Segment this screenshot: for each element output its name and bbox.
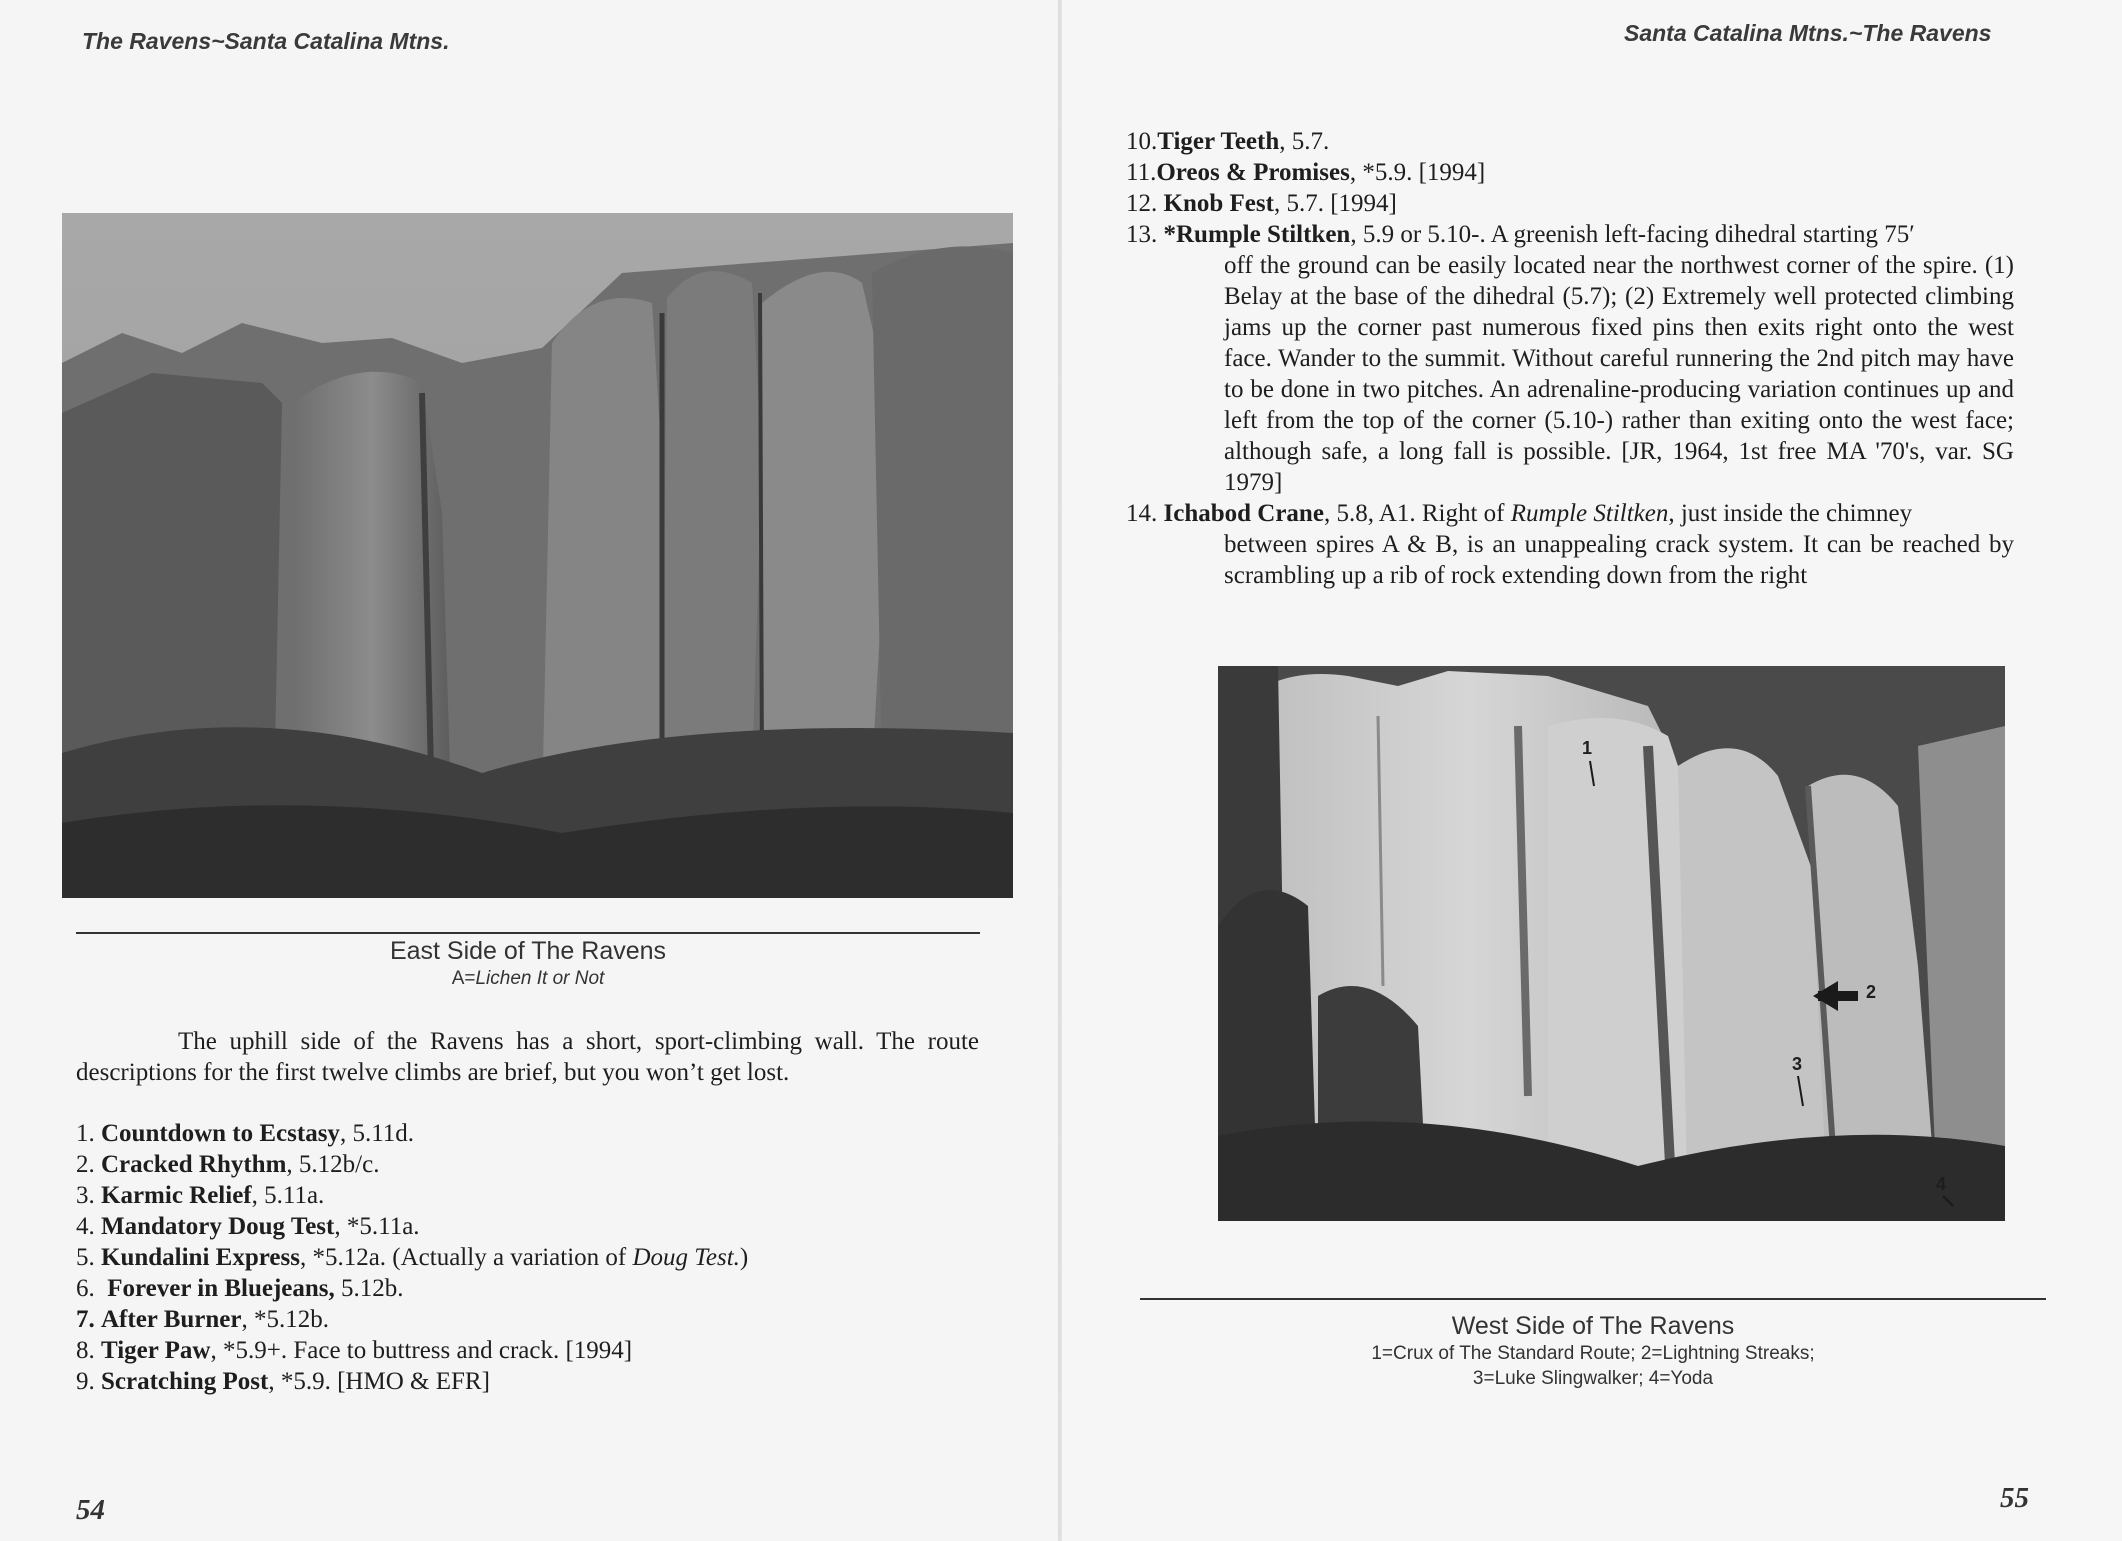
route-description: between spires A & B, is an unappealing crack system. It can be reached by scrambling up a rib of rock extending down from the right <box>1224 531 2014 589</box>
page-number-left: 54 <box>76 1494 105 1526</box>
route-item <box>76 1304 748 1335</box>
route-detail: , *5.9. [HMO & EFR] <box>268 1368 490 1395</box>
route-number: 14. <box>1126 500 1158 527</box>
photo-marker-2: 2 <box>1866 982 1877 1002</box>
route-detail: , 5.9 or 5.10-. A greenish left-facing dihedral starting 75′ <box>1350 221 1915 248</box>
route-number: 5. <box>76 1244 95 1271</box>
route-list-left <box>76 1118 748 1397</box>
route-name: Karmic Relief <box>101 1182 252 1209</box>
route-item <box>1126 219 2014 498</box>
east-side-photo <box>62 213 1013 898</box>
route-item <box>1126 126 2014 157</box>
route-detail-tail: , just inside the chimney <box>1668 500 1913 527</box>
route-item <box>76 1366 748 1397</box>
route-name: *Rumple Stiltken <box>1163 221 1351 248</box>
route-name: Tiger Paw <box>101 1337 211 1364</box>
route-number: 9. <box>76 1368 95 1395</box>
intro-paragraph: The uphill side of the Ravens has a short, sport-climbing wall. The route descriptions for the first twelve climbs are brief, but you won’t get lost. <box>76 1028 979 1086</box>
route-name: Kundalini Express <box>101 1244 300 1271</box>
route-detail: , *5.12a. (Actually a variation of <box>299 1244 633 1271</box>
route-name: Cracked Rhythm <box>101 1151 287 1178</box>
right-page <box>1062 0 2122 1541</box>
left-page <box>0 0 1058 1541</box>
route-number: 7. <box>76 1306 95 1333</box>
legend-route-name: Lichen It or Not <box>475 968 605 989</box>
route-number: 6. <box>76 1275 95 1302</box>
route-item <box>1126 188 2014 219</box>
route-item <box>76 1149 748 1180</box>
page-number-right: 55 <box>2000 1482 2029 1514</box>
west-side-photo <box>1218 666 2005 1221</box>
route-detail: , 5.7. [1994] <box>1273 190 1397 217</box>
route-detail: , 5.8, A1. Right of <box>1323 500 1511 527</box>
route-number: 8. <box>76 1337 95 1364</box>
route-name: Forever in Bluejeans, <box>107 1275 335 1302</box>
route-detail: , 5.12b/c. <box>286 1151 380 1178</box>
route-detail: , *5.12b. <box>241 1306 329 1333</box>
legend-key: A= <box>451 968 476 989</box>
route-name: Oreos & Promises <box>1156 159 1350 186</box>
route-item <box>76 1242 748 1273</box>
route-number: 11. <box>1126 159 1157 186</box>
caption-rule-right <box>1140 1298 2046 1300</box>
west-side-caption-line-1: 1=Crux of The Standard Route; 2=Lightning Streaks; <box>1371 1343 1815 1364</box>
photo-marker-1: 1 <box>1582 738 1593 758</box>
route-item <box>76 1335 748 1366</box>
route-name: Mandatory Doug Test <box>101 1213 335 1240</box>
route-description: off the ground can be easily located near the northwest corner of the spire. (1) Belay at the base of the dihedral (5.7); (2) Extremely well protected climbing jams up the corner past numerous fixed pins then exits right onto the west face. Wander to the summit. Without careful runnering the 2nd pitch may have to be done in two pitches. An adrenaline-producing variation continues up and left from the top of the corner (5.10-) rather than exiting onto the west face; although safe, a long fall is possible. [JR, 1964, 1st free MA '70's, var. SG 1979] <box>1224 252 2014 496</box>
route-name: Countdown to Ecstasy <box>101 1120 340 1147</box>
route-item <box>76 1211 748 1242</box>
route-detail: , *5.9. [1994] <box>1349 159 1486 186</box>
route-number: 2. <box>76 1151 95 1178</box>
route-number: 3. <box>76 1182 95 1209</box>
route-reference: Doug Test. <box>632 1244 740 1271</box>
photo-marker-3: 3 <box>1792 1054 1803 1074</box>
route-detail-tail: ) <box>739 1244 749 1271</box>
route-name: Ichabod Crane <box>1163 500 1324 527</box>
route-detail: , 5.11a. <box>251 1182 325 1209</box>
route-name: Scratching Post <box>101 1368 269 1395</box>
route-detail: , *5.9+. Face to buttress and crack. [1994] <box>210 1337 633 1364</box>
east-side-photo-image <box>62 213 1013 898</box>
route-name: Tiger Teeth <box>1157 128 1280 155</box>
route-detail: , 5.11d. <box>339 1120 415 1147</box>
west-side-caption <box>1140 1311 2046 1391</box>
route-number: 10. <box>1126 128 1158 155</box>
route-item <box>76 1273 748 1304</box>
photo-marker-4: 4 <box>1936 1174 1947 1194</box>
route-name: Knob Fest <box>1163 190 1274 217</box>
route-detail: , *5.11a. <box>334 1213 420 1240</box>
route-item <box>76 1118 748 1149</box>
caption-rule-left <box>76 932 980 934</box>
west-side-photo-image <box>1218 666 2005 1221</box>
route-reference: Rumple Stiltken <box>1510 500 1669 527</box>
route-list-right <box>1126 126 2014 591</box>
running-head-right: Santa Catalina Mtns.~The Ravens <box>1624 20 1992 46</box>
route-number: 13. <box>1126 221 1158 248</box>
route-item <box>76 1180 748 1211</box>
route-detail: 5.12b. <box>334 1275 404 1302</box>
route-number: 1. <box>76 1120 95 1147</box>
east-side-caption-legend <box>76 966 980 991</box>
west-side-caption-title: West Side of The Ravens <box>1451 1312 1735 1340</box>
east-side-caption <box>76 936 980 991</box>
running-head-left: The Ravens~Santa Catalina Mtns. <box>82 28 450 54</box>
east-side-caption-title: East Side of The Ravens <box>389 937 667 965</box>
route-number: 12. <box>1126 190 1158 217</box>
route-item <box>1126 498 2014 591</box>
route-name: After Burner <box>101 1306 242 1333</box>
route-detail: , 5.7. <box>1279 128 1330 155</box>
west-side-caption-line-2: 3=Luke Slingwalker; 4=Yoda <box>1472 1368 1714 1389</box>
route-number: 4. <box>76 1213 95 1240</box>
route-item <box>1126 157 2014 188</box>
